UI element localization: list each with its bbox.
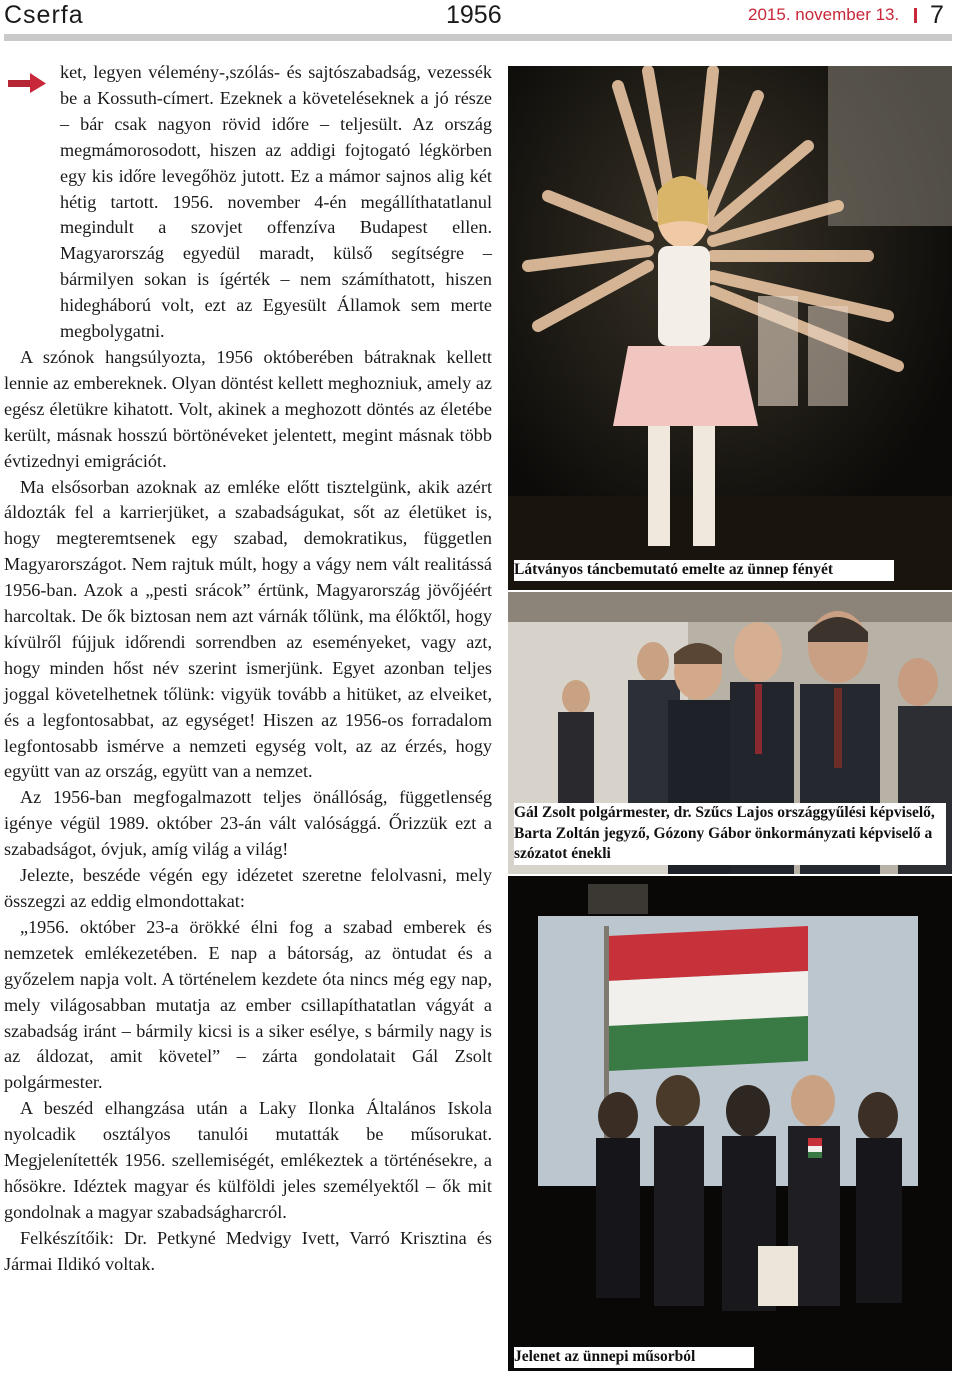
- photo-caption: Látványos táncbemutató emelte az ünnep fényét: [514, 560, 894, 581]
- header-rule: [4, 34, 952, 41]
- article-paragraph: „1956. október 23-a örökké élni fog a szabad emberek és nemzetek emlékezetében. E nap a bátorság, az öntudat és a győzelem napja volt. A történelem kezdete óta nincs még egy nap, mely világosabban mutatja az ember csillapíthatatlan vágyát a szabadság iránt – bármily kicsi is a siker esélye, s bármily nagy is az áldozat, amit követel” – zárta gondolatait Gál Zsolt polgármester.: [4, 916, 492, 1093]
- photo-caption: Jelenet az ünnepi műsorból: [514, 1347, 754, 1368]
- photo-dance-performance: [508, 66, 952, 590]
- page-number: 7: [930, 1, 944, 29]
- page-header: [0, 0, 960, 34]
- photo-caption: Gál Zsolt polgármester, dr. Szűcs Lajos országgyűlési képviselő, Barta Zoltán jegyző, Gózony Gábor önkormányzati képviselő a szózatot énekli: [514, 803, 946, 865]
- article-paragraph: Az 1956-ban megfogalmazott teljes önállóság, függetlenség igénye végül 1989. október 23-án vált valósággá. Őrizzük ezt a szabadságot, óvjuk, amíg világ a világ!: [4, 787, 492, 860]
- issue-date: 2015. november 13.: [748, 5, 900, 24]
- article-paragraph: A szónok hangsúlyozta, 1956 októberében bátraknak kellett lennie az embereknek. Olyan döntést kellett meghozniuk, amely az egész életükre kihatott. Volt, akinek a meghozott döntés az életébe került, másnak hosszú börtönéveket jelentett, megint másnak több évtizednyi emigrációt.: [4, 346, 492, 471]
- article-paragraph: Felkészítőik: Dr. Petkyné Medvigy Ivett, Varró Krisztina és Jármai Ildikó voltak.: [4, 1227, 492, 1274]
- magazine-name: Cserfa: [4, 1, 84, 29]
- photo-stage-scene: [508, 876, 952, 1371]
- article-paragraph: Ma elsősorban azoknak az emléke előtt tisztelgünk, akik azért áldozták fel a karrierjüket, a szabadságukat, sőt az életüket is, hogy megteremtsenek egy szabad, demokratikus, független Magyarországot. Nem rajtuk múlt, hogy a vágy nem vált realitássá 1956-ban. Azok a „pesti srácok” értünk, Magyarország jövőjéért harcoltak. De ők biztosan nem azt várnák tőlünk, ma élőktől, hogy kívülről fújjuk időrendi sorrendben az eseményeket, vagy azt, hogy minden hőst név szerint ismerjünk. Egyet azonban teljes joggal követelhetnek tőlünk: vigyük tovább a hitüket, az elveiket, és a legfontosabbat, az egységet! Hiszen az 1956-os forradalom legfontosabb ismérve a nemzeti egység volt, az az érzés, hogy együtt van az ország, együtt van a nemzet.: [4, 476, 492, 782]
- section-title: 1956: [446, 1, 502, 29]
- header-separator: [914, 8, 917, 23]
- article-paragraph: ket, legyen vélemény-,szólás- és sajtószabadság, vezessék be a Kossuth-címert. Ezeknek a követeléseknek a jó része – bár csak nagyon rövid időre – teljesült. Az ország megmámorosodott, hiszen az addigi fojtogató légkörben egy kis időre levegőhöz jutott. Ez a mámor sajnos alig két hétig tartott. 1956. november 4-én megállíthatatlanul megindult a szovjet offenzíva Budapest ellen. Magyarország egyedül maradt, külső segítségre – bármilyen sokan is ígérték – nem számíthatott, hiszen hidegháború volt, ezt az Egyesült Államok sem merte megbolygatni.: [60, 62, 492, 342]
- article-paragraph: A beszéd elhangzása után a Laky Ilonka Általános Iskola nyolcadik osztályos tanulói mutatták be műsorukat. Megjelenítették 1956. szellemiségét, emlékeztek a történésekre, a hősökre. Idéztek magyar és külföldi jeles személyektől – ők mit gondolnak a magyar szabadságharcról.: [4, 1098, 492, 1222]
- article-paragraph: Jelezte, beszéde végén egy idézetet szeretne felolvasni, mely összegzi az eddig elmondottakat:: [4, 865, 492, 911]
- article-body: [4, 60, 492, 1278]
